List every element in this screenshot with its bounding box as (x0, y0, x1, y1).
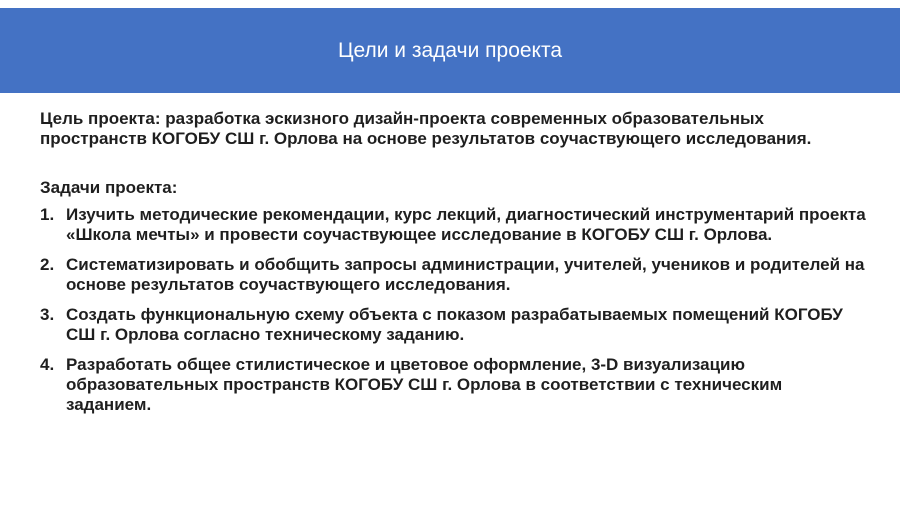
task-item (40, 305, 870, 345)
tasks-list (40, 205, 870, 415)
task-text: Изучить методические рекомендации, курс лекций, диагностический инструментарий проекта «Школа мечты» и провести соучаствующее исследование в КОГОБУ СШ г. Орлова. (66, 205, 866, 244)
title-bar (0, 8, 900, 93)
task-item (40, 205, 870, 245)
slide-title: Цели и задачи проекта (337, 38, 563, 62)
task-number: 2. (40, 255, 55, 274)
task-text: Систематизировать и обобщить запросы администрации, учителей, учеников и родителей на основе результатов соучаствующего исследования. (66, 255, 865, 294)
task-item (40, 255, 870, 295)
task-number: 4. (40, 355, 55, 374)
task-text: Разработать общее стилистическое и цветовое оформление, 3-D визуализацию образовательных пространств КОГОБУ СШ г. Орлова в соответствии с техническим заданием. (66, 355, 783, 414)
task-text: Создать функциональную схему объекта с показом разрабатываемых помещений КОГОБУ СШ г. Орлова согласно техническому заданию. (66, 305, 843, 344)
task-number: 3. (40, 305, 55, 324)
tasks-heading: Задачи проекта: (40, 178, 178, 197)
project-goal: Цель проекта: разработка эскизного дизайн-проекта современных образовательных пространств КОГОБУ СШ г. Орлова на основе результатов соучаствующего исследования. (40, 109, 812, 148)
task-number: 1. (40, 205, 55, 224)
task-item (40, 355, 870, 415)
slide-content (40, 109, 870, 425)
